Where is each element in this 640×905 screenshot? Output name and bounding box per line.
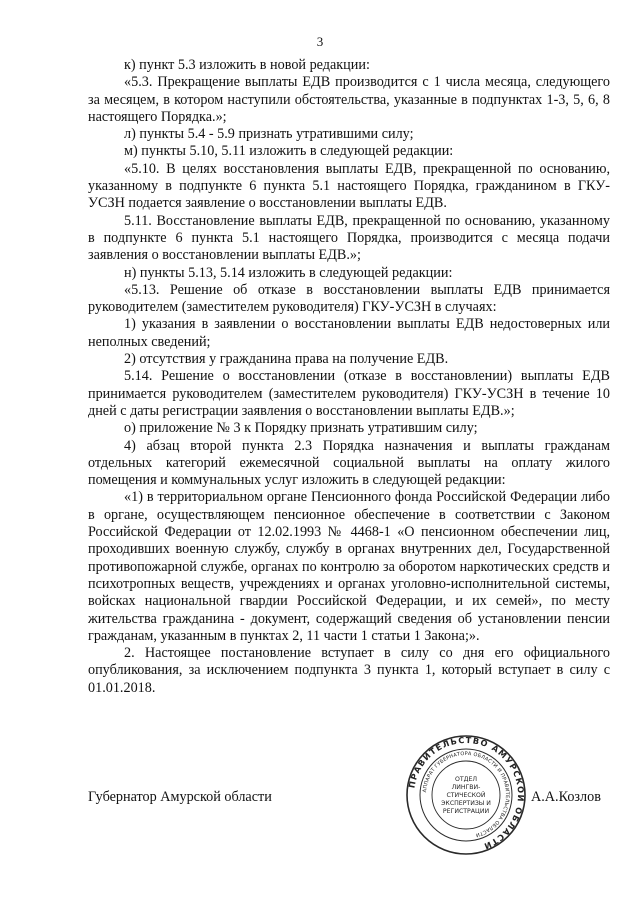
paragraph: к) пункт 5.3 изложить в новой редакции: bbox=[124, 57, 370, 73]
paragraph: «5.13. Решение об отказе в восстановлении выплаты ЕДВ принимается руководителем (заместителем руководителя) ГКУ-УСЗН в случаях: bbox=[88, 281, 610, 316]
signatory-name: А.А.Козлов bbox=[531, 789, 601, 805]
official-stamp bbox=[404, 733, 528, 857]
paragraph: 1) указания в заявлении о восстановлении выплаты ЕДВ недостоверных или неполных сведений; bbox=[88, 316, 610, 350]
signatory-position: Губернатор Амурской области bbox=[88, 789, 272, 805]
svg-text:ЭКСПЕРТИЗЫ И: ЭКСПЕРТИЗЫ И bbox=[441, 800, 491, 807]
paragraph: 2. Настоящее постановление вступает в силу со дня его официального опубликования, за исключением подпункта 3 пункта 1, который вступает в силу с 01.01.2018. bbox=[88, 645, 610, 696]
svg-text:СТИЧЕСКОЙ: СТИЧЕСКОЙ bbox=[446, 792, 486, 799]
paragraph: м) пункты 5.10, 5.11 изложить в следующей редакции: bbox=[124, 143, 454, 160]
paragraph: 5.14. Решение о восстановлении (отказе в восстановлении) выплаты ЕДВ принимается руководителем (заместителем руководителя) ГКУ-УСЗН в течение 10 дней с даты регистрации заявления о восстановлении выплаты ЕДВ.»; bbox=[88, 368, 610, 419]
paragraph: «5.3. Прекращение выплаты ЕДВ производится с 1 числа месяца, следующего за месяцем, в котором наступили обстоятельства, указанные в подпунктах 1-3, 5, 6, 8 настоящего Порядка.»; bbox=[88, 74, 610, 125]
page-number: 3 bbox=[316, 34, 324, 49]
document-body bbox=[88, 57, 610, 697]
paragraph: н) пункты 5.13, 5.14 изложить в следующей редакции: bbox=[124, 264, 453, 281]
paragraph: «5.10. В целях восстановления выплаты ЕДВ, прекращенной по основанию, указанному в подпункте 6 пункта 5.1 настоящего Порядка, гражданином в ГКУ-УСЗН подается заявление о восстановлении выплаты ЕДВ. bbox=[88, 160, 610, 212]
paragraph: «1) в территориальном органе Пенсионного фонда Российской Федерации либо в органе, осуществляющем пенсионное обеспечение в соответствии с Законом Российской Федерации от 12.02.1993 № 4468-1 «О пенсионном обеспечении лиц, проходивших военную службу, службу в органах внутренних дел, Государственной противопожарной службе, органах по контролю за оборотом наркотических средств и психотропных веществ, учреждениях и органах уголовно-исполнительной системы, войсках национальной гвардии Российской Федерации, и их семей», по месту жительства гражданина - документ, содержащий сведения об установлении пенсии гражданам, указанным в пунктах 2, 11 части 1 статьи 1 Закона;». bbox=[88, 489, 610, 644]
paragraph: л) пункты 5.4 - 5.9 признать утратившими силу; bbox=[124, 126, 414, 143]
svg-text:ОТДЕЛ: ОТДЕЛ bbox=[454, 776, 478, 783]
paragraph: 4) абзац второй пункта 2.3 Порядка назначения и выплаты гражданам отдельных категорий ежемесячной социальной выплаты на оплату жилого помещения и коммунальных услуг изложить в следующей редакции: bbox=[88, 437, 610, 489]
signature-block bbox=[88, 789, 610, 809]
svg-text:РЕГИСТРАЦИИ: РЕГИСТРАЦИИ bbox=[442, 808, 490, 815]
paragraph: 2) отсутствия у гражданина права на получение ЕДВ. bbox=[124, 351, 449, 368]
svg-text:ЛИНГВИ-: ЛИНГВИ- bbox=[451, 784, 481, 791]
paragraph: о) приложение № 3 к Порядку признать утратившим силу; bbox=[124, 420, 478, 437]
svg-text:АППАРАТ ГУБЕРНАТОРА ОБЛАСТИ И: АППАРАТ ГУБЕРНАТОРА ОБЛАСТИ И ПРАВИТЕЛЬСТВА ОБЛАСТИ bbox=[422, 750, 511, 838]
paragraph: 5.11. Восстановление выплаты ЕДВ, прекращенной по основанию, указанному в подпункте 6 пункта 5.1 настоящего Порядка, производится с месяца подачи заявления о восстановлении выплаты ЕДВ.»; bbox=[88, 212, 610, 264]
svg-text:ПРАВИТЕЛЬСТВО АМУРСКОЙ ОБЛАСТИ: ПРАВИТЕЛЬСТВО АМУРСКОЙ ОБЛАСТИ bbox=[406, 734, 527, 852]
